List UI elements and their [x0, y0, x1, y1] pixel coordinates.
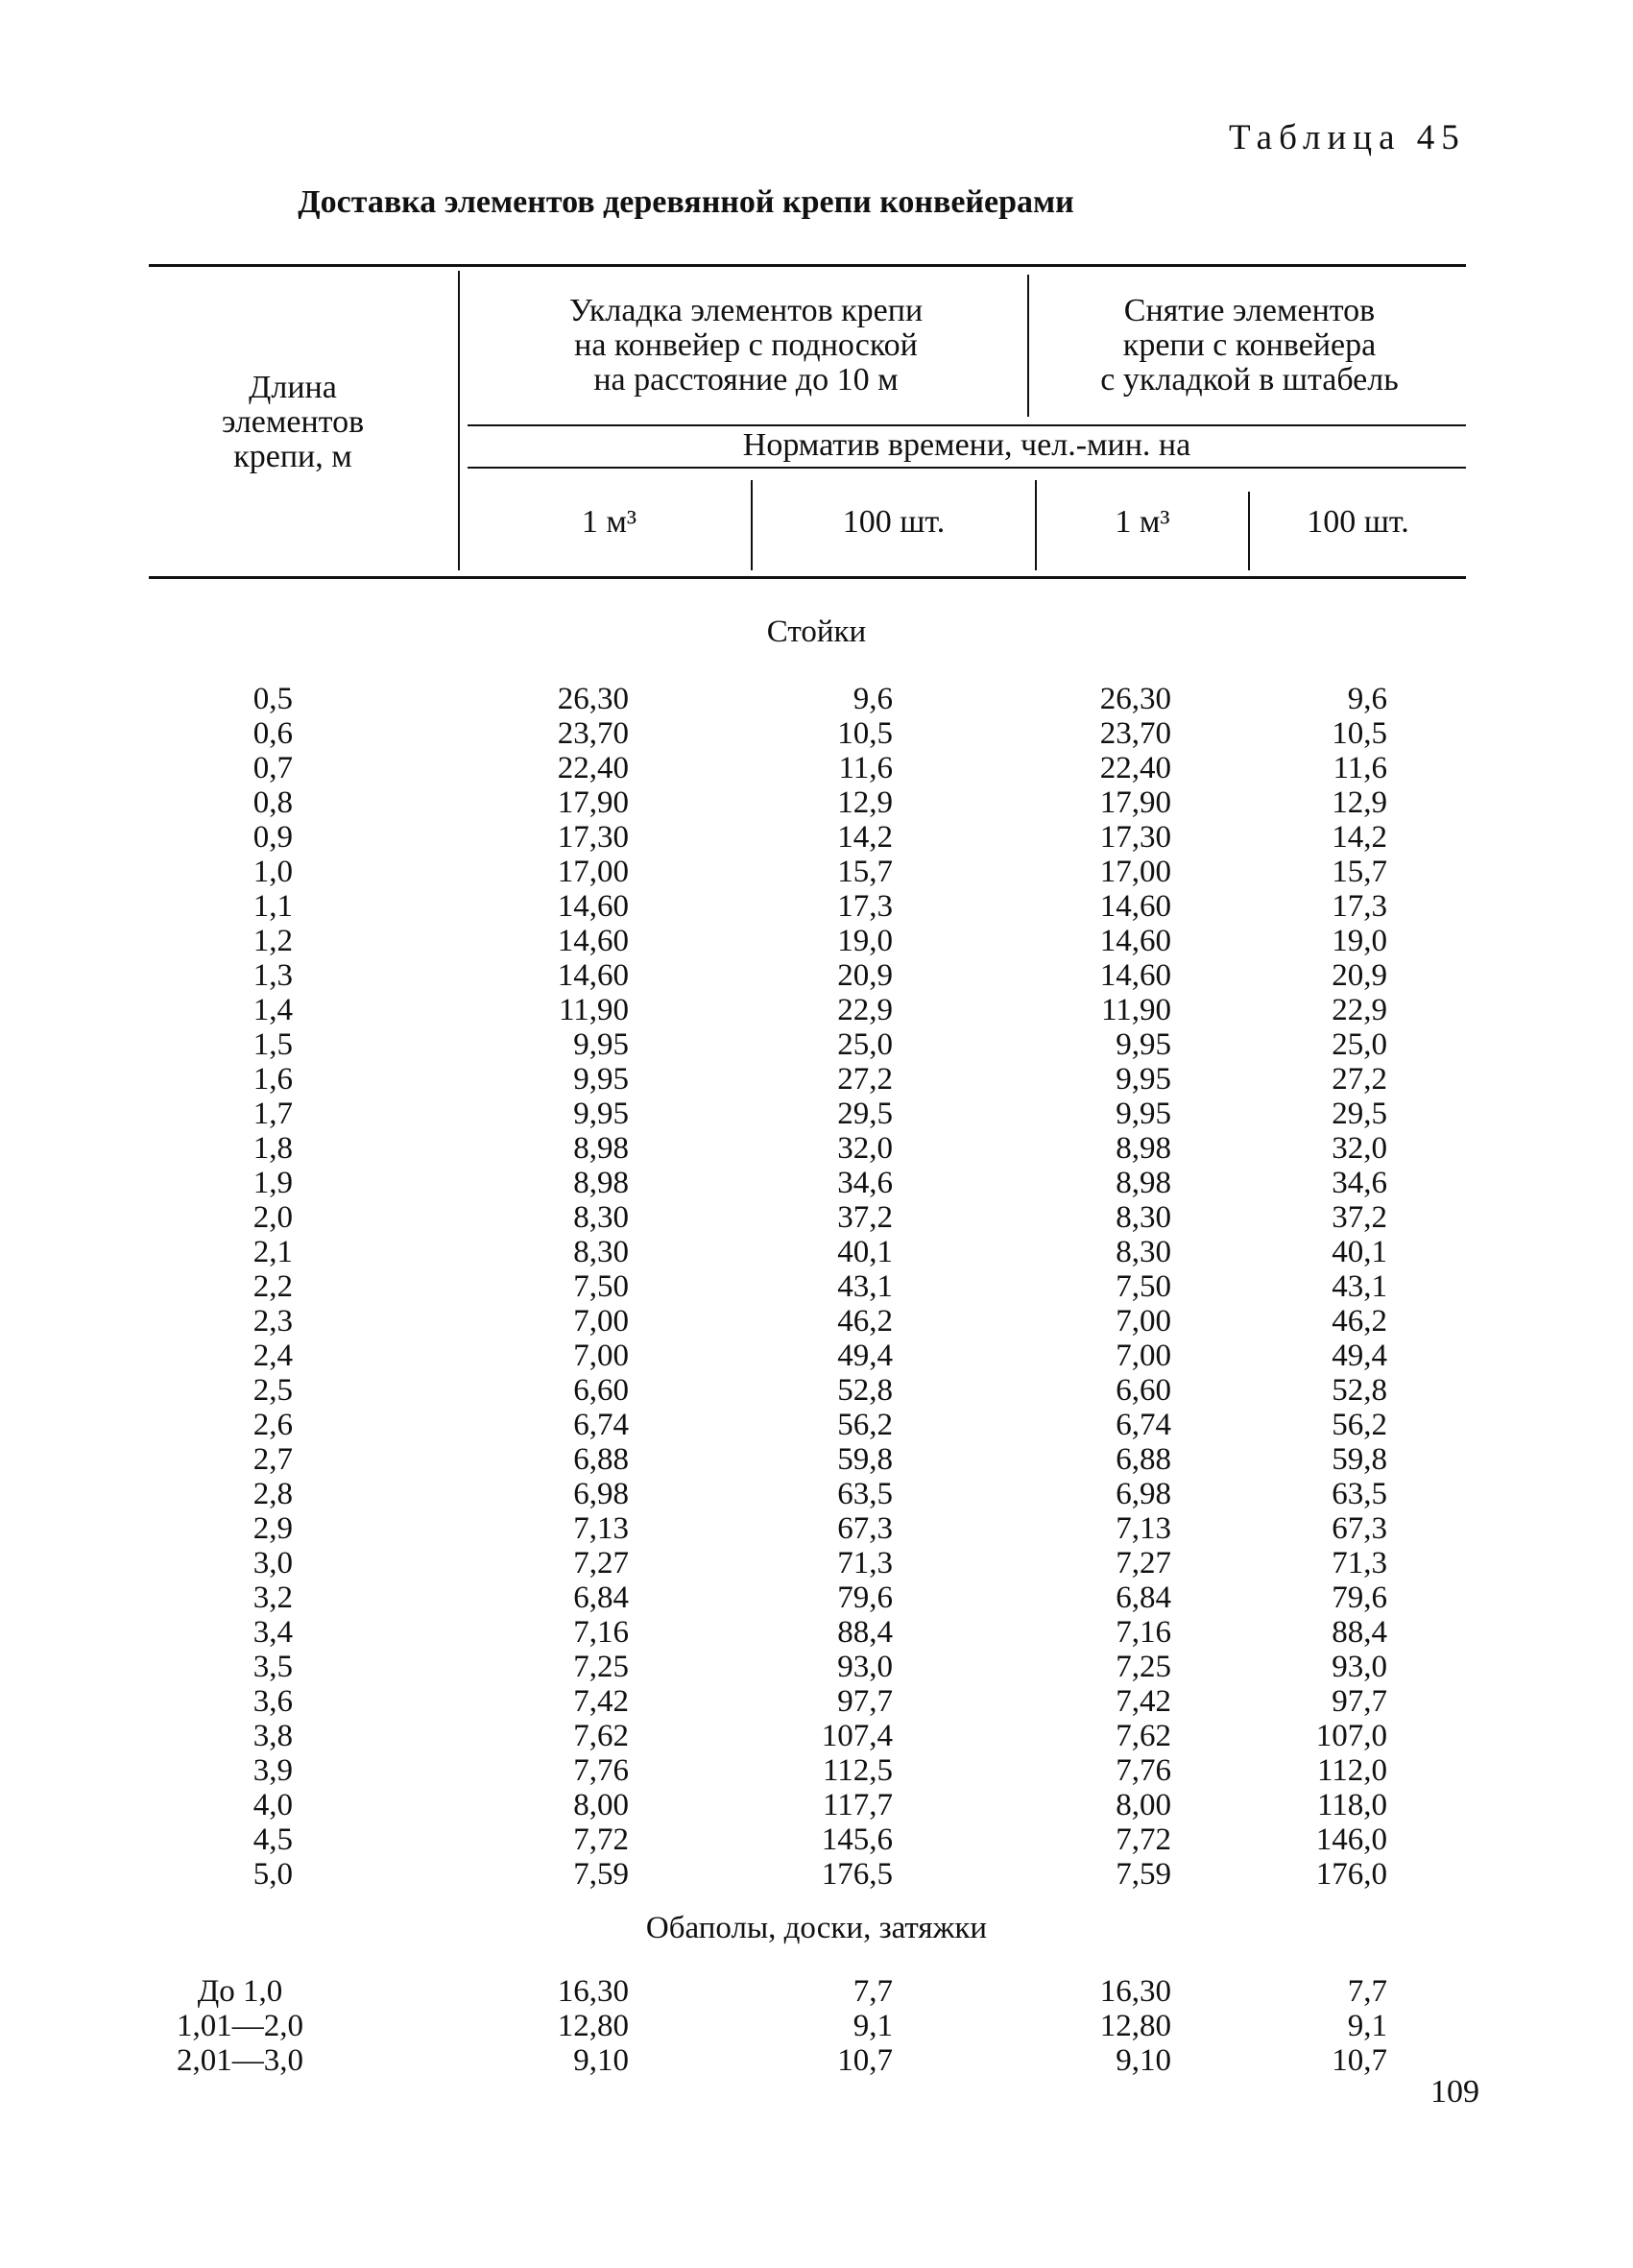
table-row	[0, 1269, 1633, 1304]
unload-m3-cell: 7,13	[1116, 1511, 1171, 1546]
load-m3-cell: 7,42	[573, 1684, 629, 1719]
table-title	[0, 184, 1633, 221]
section-title: Стойки	[766, 615, 867, 649]
unload-m3-cell: 17,90	[1099, 785, 1171, 820]
unload-100-cell: 10,5	[1332, 716, 1387, 751]
length-cell: 3,2	[252, 1580, 293, 1615]
load-100-cell: 10,5	[837, 716, 893, 751]
length-cell: 3,9	[252, 1753, 293, 1788]
length-cell: 0,9	[252, 820, 293, 855]
load-m3-cell: 6,74	[573, 1408, 629, 1442]
unload-m3-cell: 6,84	[1116, 1580, 1171, 1615]
table-row	[0, 855, 1633, 889]
unload-100-cell: 63,5	[1332, 1477, 1387, 1511]
unload-100-cell: 9,1	[1347, 2009, 1387, 2043]
header-vertical-rule-groups	[1027, 275, 1029, 417]
load-100-cell: 11,6	[838, 751, 893, 785]
unload-100-cell: 97,7	[1332, 1684, 1387, 1719]
load-m3-cell: 9,95	[573, 1097, 629, 1131]
length-cell: 0,5	[252, 682, 293, 716]
load-m3-cell: 17,00	[557, 855, 629, 889]
table-row	[0, 958, 1633, 993]
table-title-text: Доставка элементов деревянной крепи конвейерами	[298, 184, 1074, 220]
unload-100-cell: 11,6	[1333, 751, 1387, 785]
load-100-cell: 37,2	[837, 1200, 893, 1235]
unload-100-cell: 7,7	[1347, 1974, 1387, 2009]
length-cell: 1,7	[252, 1097, 293, 1131]
load-m3-cell: 7,27	[573, 1546, 629, 1580]
unload-100-cell: 56,2	[1332, 1408, 1387, 1442]
load-100-cell: 19,0	[837, 924, 893, 958]
load-100-cell: 93,0	[837, 1650, 893, 1684]
load-100-cell: 12,9	[837, 785, 893, 820]
unload-m3-cell: 8,00	[1116, 1788, 1171, 1822]
header-group-rule	[468, 424, 1466, 426]
unload-m3-cell: 9,10	[1116, 2043, 1171, 2078]
load-100-cell: 15,7	[837, 855, 893, 889]
load-m3-cell: 11,90	[558, 993, 629, 1027]
table-row	[0, 924, 1633, 958]
load-m3-cell: 9,10	[573, 2043, 629, 2078]
length-cell: 2,2	[252, 1269, 293, 1304]
unload-100-cell: 52,8	[1332, 1373, 1387, 1408]
load-100-cell: 22,9	[837, 993, 893, 1027]
table-row	[0, 1684, 1633, 1719]
unload-m3-cell: 12,80	[1099, 2009, 1171, 2043]
load-100-cell: 112,5	[822, 1753, 893, 1788]
table-row	[0, 716, 1633, 751]
unload-m3-cell: 7,27	[1116, 1546, 1171, 1580]
load-100-cell: 71,3	[837, 1546, 893, 1580]
table-row	[0, 1304, 1633, 1339]
load-m3-cell: 14,60	[557, 889, 629, 924]
unload-m3-cell: 23,70	[1099, 716, 1171, 751]
load-100-cell: 52,8	[837, 1373, 893, 1408]
load-m3-cell: 7,62	[573, 1719, 629, 1753]
unload-m3-cell: 16,30	[1099, 1974, 1171, 2009]
table-row	[0, 785, 1633, 820]
length-cell: 2,8	[252, 1477, 293, 1511]
table-row	[0, 889, 1633, 924]
unload-m3-cell: 22,40	[1099, 751, 1171, 785]
load-100-cell: 7,7	[853, 1974, 893, 2009]
unload-100-cell: 19,0	[1332, 924, 1387, 958]
length-cell: 3,6	[252, 1684, 293, 1719]
load-m3-cell: 9,95	[573, 1027, 629, 1062]
table-row	[0, 1442, 1633, 1477]
table-row	[0, 1615, 1633, 1650]
load-m3-cell: 17,90	[557, 785, 629, 820]
load-m3-cell: 8,98	[573, 1131, 629, 1166]
table-row	[0, 2043, 1633, 2078]
unload-100-cell: 27,2	[1332, 1062, 1387, 1097]
unload-100-cell: 12,9	[1332, 785, 1387, 820]
table-row	[0, 1200, 1633, 1235]
unload-m3-cell: 7,00	[1116, 1339, 1171, 1373]
unload-m3-cell: 14,60	[1099, 924, 1171, 958]
unload-m3-cell: 6,98	[1116, 1477, 1171, 1511]
table-row	[0, 751, 1633, 785]
header-unit-unload-100: 100 шт.	[1307, 504, 1409, 540]
unload-m3-cell: 6,60	[1116, 1373, 1171, 1408]
load-m3-cell: 8,98	[573, 1166, 629, 1200]
load-m3-cell: 9,95	[573, 1062, 629, 1097]
unload-m3-cell: 14,60	[1099, 889, 1171, 924]
table-row	[0, 1974, 1633, 2009]
header-group-unload-line3: с укладкой в штабель	[1100, 362, 1399, 398]
length-cell: 4,5	[252, 1822, 293, 1857]
load-100-cell: 56,2	[837, 1408, 893, 1442]
unload-100-cell: 40,1	[1332, 1235, 1387, 1269]
header-top-rule	[149, 264, 1466, 267]
unload-m3-cell: 7,50	[1116, 1269, 1171, 1304]
length-cell: 1,0	[252, 855, 293, 889]
load-m3-cell: 26,30	[557, 682, 629, 716]
load-m3-cell: 7,00	[573, 1304, 629, 1339]
load-100-cell: 10,7	[837, 2043, 893, 2078]
length-cell: 3,8	[252, 1719, 293, 1753]
length-cell: 1,1	[252, 889, 293, 924]
length-cell: 3,5	[252, 1650, 293, 1684]
load-m3-cell: 8,30	[573, 1235, 629, 1269]
load-m3-cell: 7,72	[573, 1822, 629, 1857]
load-100-cell: 20,9	[837, 958, 893, 993]
unload-100-cell: 67,3	[1332, 1511, 1387, 1546]
table-row	[0, 993, 1633, 1027]
length-cell: 0,6	[252, 716, 293, 751]
length-cell: 3,0	[252, 1546, 293, 1580]
header-group-unload-line2: крепи с конвейера	[1122, 327, 1377, 363]
load-100-cell: 40,1	[837, 1235, 893, 1269]
length-cell: 4,0	[252, 1788, 293, 1822]
unload-m3-cell: 8,98	[1116, 1131, 1171, 1166]
header-unit-load-m3: 1 м³	[581, 504, 637, 540]
load-100-cell: 29,5	[837, 1097, 893, 1131]
load-m3-cell: 6,88	[573, 1442, 629, 1477]
load-100-cell: 17,3	[837, 889, 893, 924]
length-cell: 1,9	[252, 1166, 293, 1200]
unload-100-cell: 176,0	[1315, 1857, 1387, 1892]
header-unit-load-100: 100 шт.	[842, 504, 946, 540]
unload-m3-cell: 7,76	[1116, 1753, 1171, 1788]
length-cell: 2,7	[252, 1442, 293, 1477]
length-cell: 2,5	[252, 1373, 293, 1408]
unload-100-cell: 107,0	[1315, 1719, 1387, 1753]
load-m3-cell: 12,80	[557, 2009, 629, 2043]
unload-m3-cell: 7,42	[1116, 1684, 1171, 1719]
page-number: 109	[1430, 2074, 1479, 2110]
header-norm: Норматив времени, чел.-мин. на	[742, 427, 1191, 463]
length-cell: 1,5	[252, 1027, 293, 1062]
load-m3-cell: 7,00	[573, 1339, 629, 1373]
load-m3-cell: 8,30	[573, 1200, 629, 1235]
header-length	[144, 371, 442, 474]
header-group-load-line1: Укладка элементов крепи	[568, 293, 924, 328]
load-m3-cell: 7,59	[573, 1857, 629, 1892]
table-row	[0, 1719, 1633, 1753]
table-row	[0, 1580, 1633, 1615]
length-cell: 5,0	[252, 1857, 293, 1892]
unload-m3-cell: 7,00	[1116, 1304, 1171, 1339]
load-m3-cell: 7,13	[573, 1511, 629, 1546]
unload-m3-cell: 17,30	[1099, 820, 1171, 855]
load-100-cell: 25,0	[837, 1027, 893, 1062]
table-row	[0, 1650, 1633, 1684]
unload-m3-cell: 9,95	[1116, 1027, 1171, 1062]
length-cell: 1,2	[252, 924, 293, 958]
table-row	[0, 1373, 1633, 1408]
unload-m3-cell: 26,30	[1099, 682, 1171, 716]
unload-100-cell: 146,0	[1315, 1822, 1387, 1857]
length-cell: 2,4	[252, 1339, 293, 1373]
unload-100-cell: 93,0	[1332, 1650, 1387, 1684]
table-row	[0, 2009, 1633, 2043]
unload-100-cell: 49,4	[1332, 1339, 1387, 1373]
length-cell: 3,4	[252, 1615, 293, 1650]
unload-m3-cell: 9,95	[1116, 1097, 1171, 1131]
unload-100-cell: 17,3	[1332, 889, 1387, 924]
load-100-cell: 9,1	[853, 2009, 893, 2043]
load-m3-cell: 6,60	[573, 1373, 629, 1408]
load-100-cell: 14,2	[837, 820, 893, 855]
header-vertical-rule-main	[458, 271, 460, 570]
unload-m3-cell: 6,88	[1116, 1442, 1171, 1477]
load-100-cell: 176,5	[821, 1857, 893, 1892]
load-100-cell: 67,3	[837, 1511, 893, 1546]
table-row	[0, 1546, 1633, 1580]
unload-m3-cell: 7,25	[1116, 1650, 1171, 1684]
table-row	[0, 1822, 1633, 1857]
load-m3-cell: 6,84	[573, 1580, 629, 1615]
load-100-cell: 46,2	[837, 1304, 893, 1339]
table-row	[0, 1097, 1633, 1131]
load-m3-cell: 14,60	[557, 924, 629, 958]
load-m3-cell: 14,60	[557, 958, 629, 993]
length-cell: 1,8	[252, 1131, 293, 1166]
table-row	[0, 820, 1633, 855]
unload-100-cell: 20,9	[1332, 958, 1387, 993]
load-100-cell: 9,6	[853, 682, 893, 716]
unload-m3-cell: 8,98	[1116, 1166, 1171, 1200]
section-title: Обаполы, доски, затяжки	[645, 1911, 988, 1945]
header-group-load	[468, 294, 1024, 398]
load-100-cell: 49,4	[837, 1339, 893, 1373]
unload-m3-cell: 9,95	[1116, 1062, 1171, 1097]
load-m3-cell: 8,00	[573, 1788, 629, 1822]
unload-m3-cell: 11,90	[1100, 993, 1171, 1027]
load-100-cell: 97,7	[837, 1684, 893, 1719]
header-length-line2: элементов	[221, 404, 365, 440]
load-m3-cell: 17,30	[557, 820, 629, 855]
header-group-unload	[1031, 294, 1468, 398]
length-cell: 2,3	[252, 1304, 293, 1339]
unload-100-cell: 112,0	[1316, 1753, 1387, 1788]
unload-100-cell: 88,4	[1332, 1615, 1387, 1650]
unload-100-cell: 29,5	[1332, 1097, 1387, 1131]
length-cell: 2,01—3,0	[177, 2043, 303, 2078]
unload-m3-cell: 7,16	[1116, 1615, 1171, 1650]
table-row	[0, 1235, 1633, 1269]
unload-100-cell: 71,3	[1332, 1546, 1387, 1580]
load-m3-cell: 22,40	[557, 751, 629, 785]
unload-100-cell: 22,9	[1332, 993, 1387, 1027]
load-100-cell: 79,6	[837, 1580, 893, 1615]
unload-100-cell: 37,2	[1332, 1200, 1387, 1235]
header-length-line1: Длина	[249, 370, 337, 405]
unload-100-cell: 15,7	[1332, 855, 1387, 889]
table-row	[0, 1062, 1633, 1097]
header-unit-unload-m3: 1 м³	[1115, 504, 1170, 540]
unload-m3-cell: 7,59	[1116, 1857, 1171, 1892]
unload-100-cell: 25,0	[1332, 1027, 1387, 1062]
table-row	[0, 1408, 1633, 1442]
length-cell: 0,7	[252, 751, 293, 785]
header-norm-rule	[468, 467, 1466, 469]
load-100-cell: 34,6	[837, 1166, 893, 1200]
length-cell: 0,8	[252, 785, 293, 820]
load-100-cell: 32,0	[837, 1131, 893, 1166]
load-100-cell: 43,1	[837, 1269, 893, 1304]
table-row	[0, 1753, 1633, 1788]
load-m3-cell: 23,70	[557, 716, 629, 751]
header-bottom-rule	[149, 576, 1466, 579]
load-m3-cell: 6,98	[573, 1477, 629, 1511]
unload-100-cell: 43,1	[1332, 1269, 1387, 1304]
unload-100-cell: 32,0	[1332, 1131, 1387, 1166]
table-label: Таблица 45	[1229, 118, 1466, 157]
unload-100-cell: 10,7	[1332, 2043, 1387, 2078]
unload-m3-cell: 6,74	[1116, 1408, 1171, 1442]
table-row	[0, 682, 1633, 716]
load-m3-cell: 7,76	[573, 1753, 629, 1788]
table-row	[0, 1857, 1633, 1892]
load-100-cell: 63,5	[837, 1477, 893, 1511]
length-cell: 2,6	[252, 1408, 293, 1442]
load-m3-cell: 7,25	[573, 1650, 629, 1684]
load-100-cell: 88,4	[837, 1615, 893, 1650]
load-m3-cell: 7,16	[573, 1615, 629, 1650]
table-row	[0, 1339, 1633, 1373]
unload-m3-cell: 7,62	[1116, 1719, 1171, 1753]
header-length-line3: крепи, м	[233, 439, 352, 474]
unload-m3-cell: 17,00	[1099, 855, 1171, 889]
header-group-load-line3: на расстояние до 10 м	[593, 362, 899, 398]
unload-m3-cell: 8,30	[1116, 1200, 1171, 1235]
load-100-cell: 59,8	[837, 1442, 893, 1477]
table-row	[0, 1788, 1633, 1822]
length-cell: 2,9	[252, 1511, 293, 1546]
unload-100-cell: 34,6	[1332, 1166, 1387, 1200]
table-row	[0, 1131, 1633, 1166]
length-cell: 2,0	[252, 1200, 293, 1235]
length-cell: 1,01—2,0	[177, 2009, 303, 2043]
unload-100-cell: 46,2	[1332, 1304, 1387, 1339]
load-100-cell: 145,6	[821, 1822, 893, 1857]
load-100-cell: 107,4	[821, 1719, 893, 1753]
length-cell: 1,6	[252, 1062, 293, 1097]
unload-100-cell: 14,2	[1332, 820, 1387, 855]
unload-100-cell: 79,6	[1332, 1580, 1387, 1615]
table-row	[0, 1027, 1633, 1062]
unload-100-cell: 9,6	[1347, 682, 1387, 716]
header-group-unload-line1: Снятие элементов	[1123, 293, 1376, 328]
unload-m3-cell: 8,30	[1116, 1235, 1171, 1269]
unload-m3-cell: 14,60	[1099, 958, 1171, 993]
load-m3-cell: 16,30	[557, 1974, 629, 2009]
length-cell: До 1,0	[197, 1974, 283, 2009]
header-group-load-line2: на конвейер с подноской	[574, 327, 918, 363]
unload-100-cell: 118,0	[1316, 1788, 1387, 1822]
length-cell: 2,1	[252, 1235, 293, 1269]
unload-m3-cell: 7,72	[1116, 1822, 1171, 1857]
table-row	[0, 1166, 1633, 1200]
load-100-cell: 117,7	[822, 1788, 893, 1822]
table-row	[0, 1477, 1633, 1511]
length-cell: 1,3	[252, 958, 293, 993]
load-100-cell: 27,2	[837, 1062, 893, 1097]
table-row	[0, 1511, 1633, 1546]
unload-100-cell: 59,8	[1332, 1442, 1387, 1477]
length-cell: 1,4	[252, 993, 293, 1027]
load-m3-cell: 7,50	[573, 1269, 629, 1304]
